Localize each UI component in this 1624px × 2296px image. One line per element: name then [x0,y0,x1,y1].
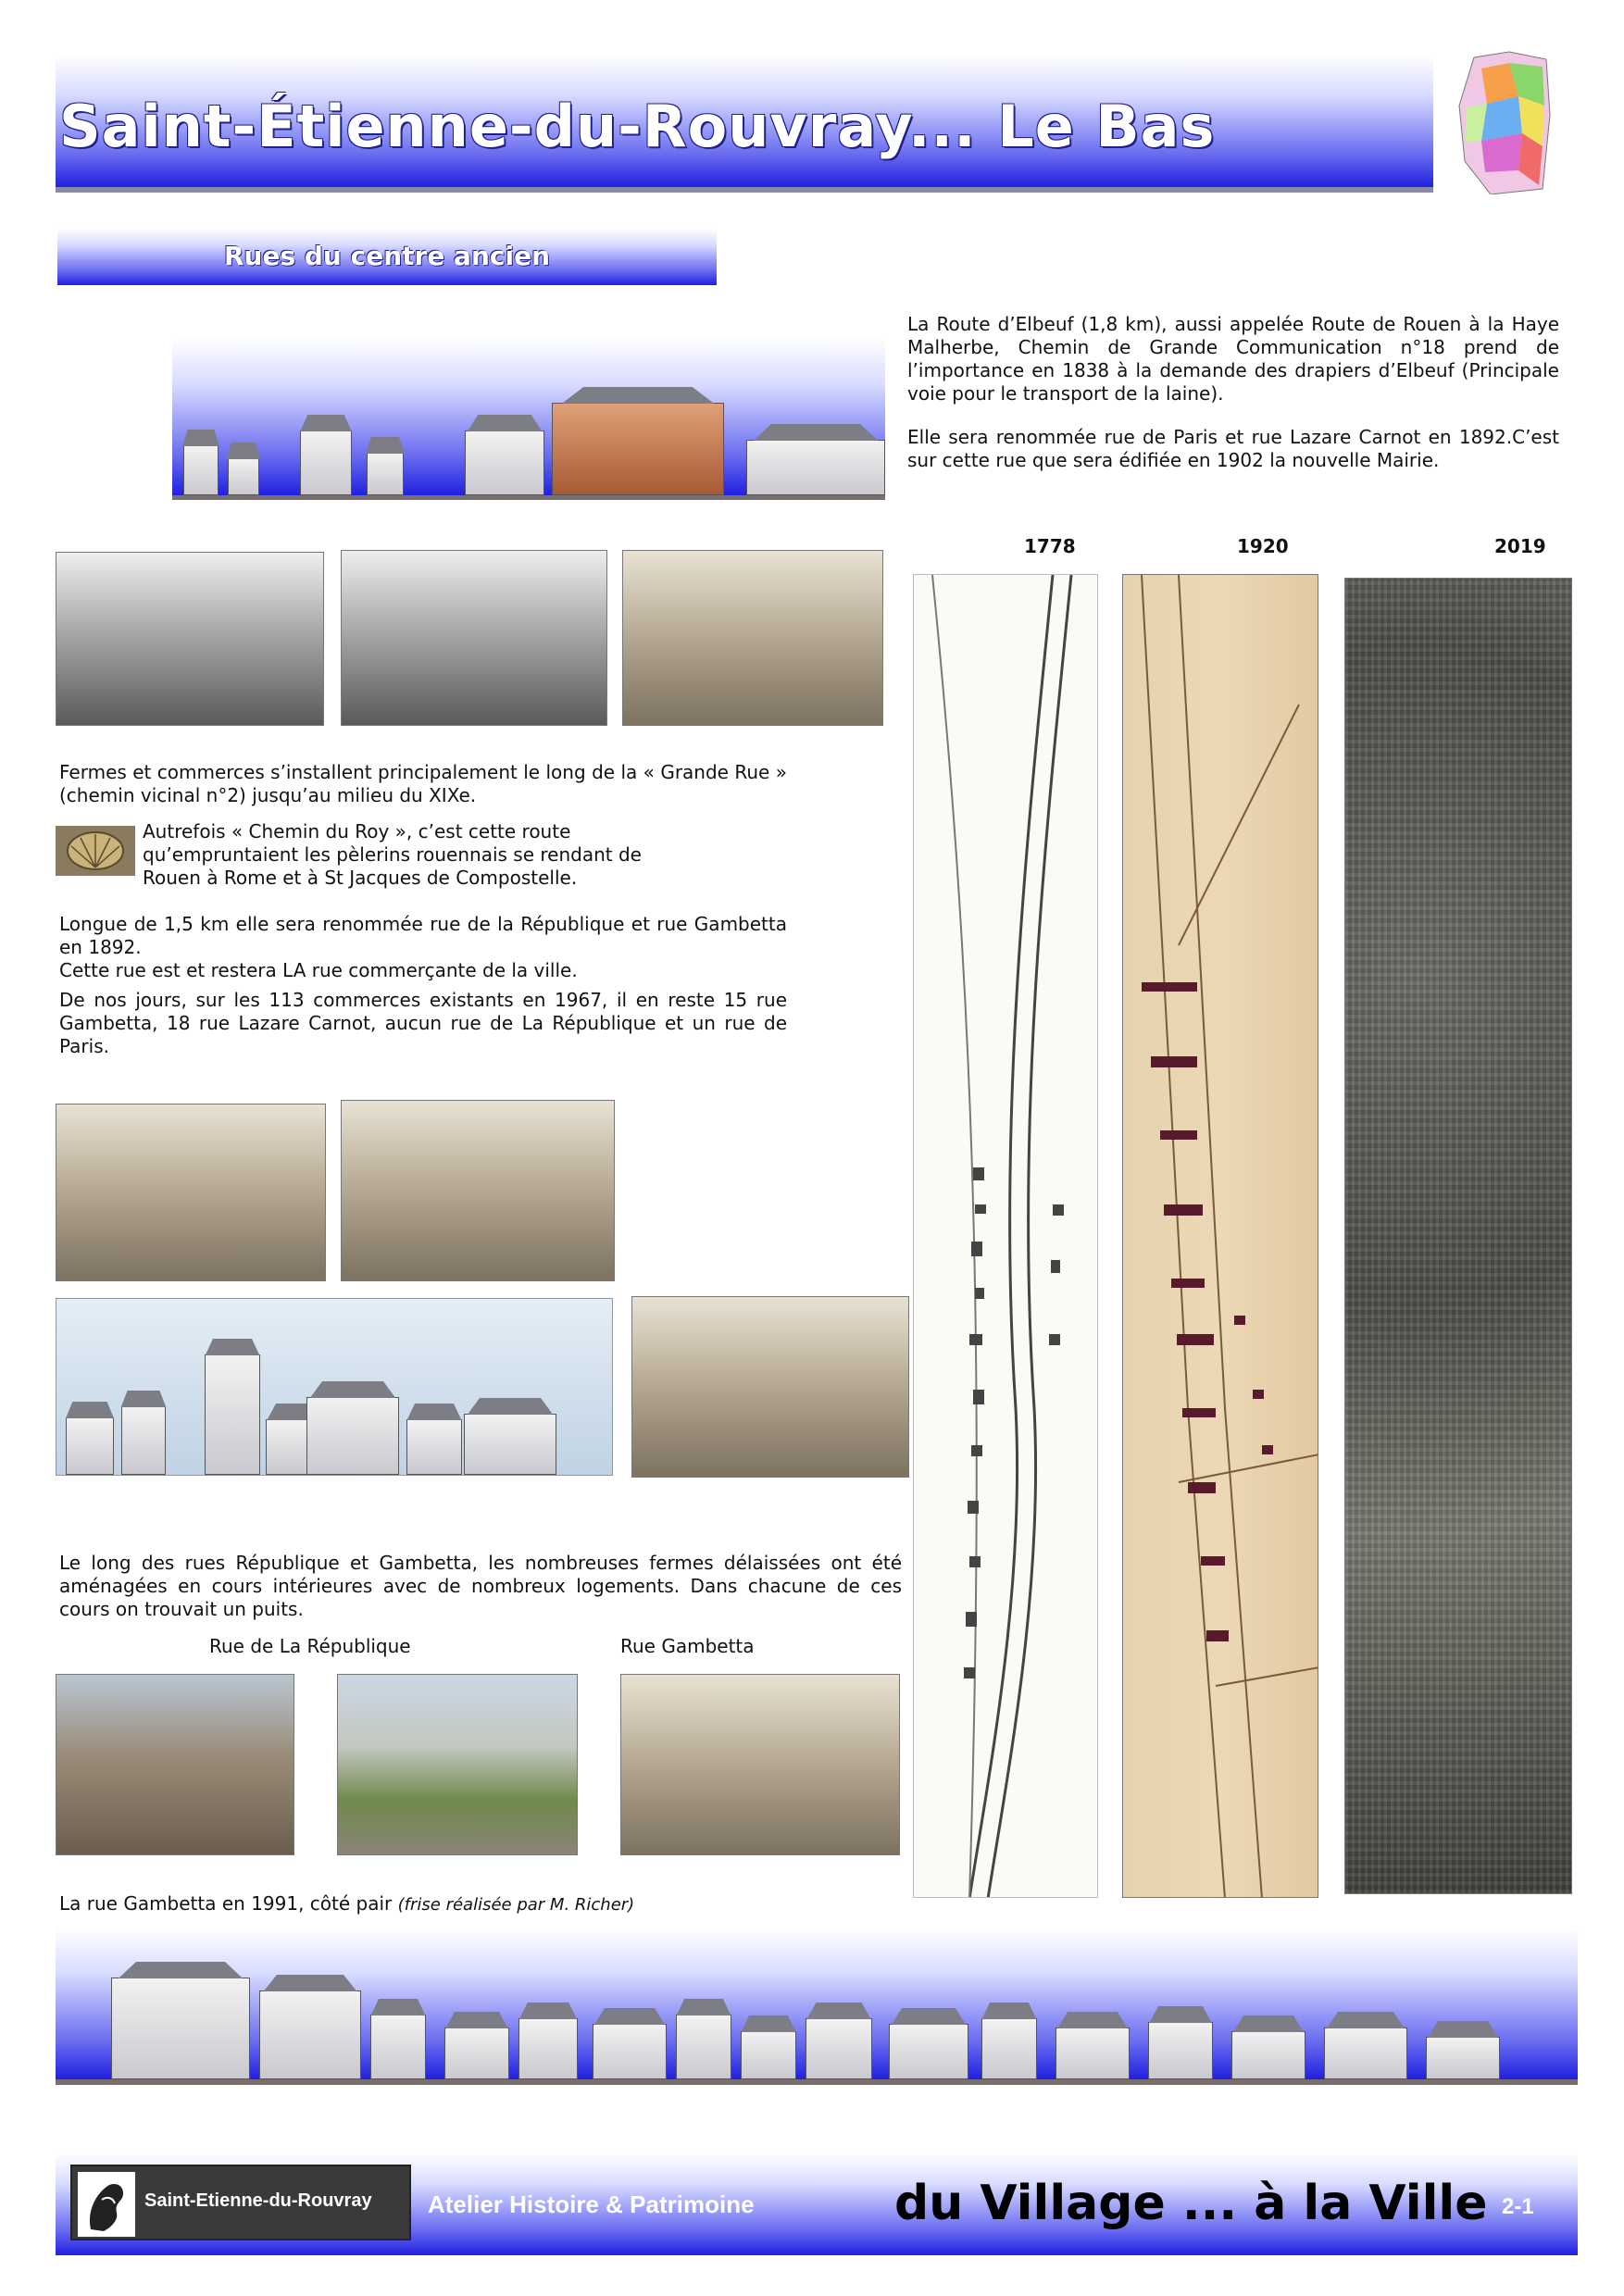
courtyard-photo-republique-1 [56,1674,294,1855]
postcard-rue-de-la-republique [56,1104,326,1281]
frieze-building [121,1406,166,1475]
frieze-building [111,1978,250,2079]
intro-paragraph-2: Elle sera renommée rue de Paris et rue Lazare Carnot en 1892.C’est sur cette rue que sera édifiée en 1902 la nouvelle Mairie. [907,426,1559,471]
cours-paragraph: Le long des rues République et Gambetta, les nombreuses fermes délaissées ont été aménagées en cours intérieures avec de nombreux logements. Dans chacune de ces cours on trouvait un puits. [59,1552,902,1620]
atelier-label: Atelier Histoire & Patrimoine [428,2190,755,2218]
frieze-building [518,2018,578,2079]
frieze-building [259,1990,361,2079]
frieze-building [183,445,219,495]
aerial-photo-2019 [1344,578,1572,1894]
map-year-1920: 1920 [1237,535,1289,557]
grande-rue-paragraph-5: De nos jours, sur les 113 commerces existants en 1967, il en reste 15 rue Gambetta, 18 rue Lazare Carnot, aucun rue de La République et un rue de Paris. [59,989,787,1057]
grande-rue-paragraph-3: Longue de 1,5 km elle sera renommée rue de la République et rue Gambetta en 1892. [59,913,787,958]
frieze-caption-text: La rue Gambetta en 1991, côté pair [59,1892,393,1915]
frieze-building [1148,2022,1213,2079]
city-logo [70,2165,411,2240]
page-title: Saint-Étienne-du-Rouvray... Le Bas [59,93,1216,160]
section-title: Rues du centre ancien [223,241,551,271]
frieze-building [981,2018,1037,2079]
caption-rue-gambetta: Rue Gambetta [620,1635,755,1657]
frieze-building [1231,2031,1305,2079]
map-1920 [1122,574,1318,1898]
footer-slogan: du Village ... à la Ville [894,2176,1488,2231]
frieze-building [676,2015,731,2079]
postcard-le-bas-gambetta [341,1100,615,1281]
frieze-building [300,430,352,495]
page-number: 2-1 [1502,2194,1534,2219]
mairie-frieze [172,337,885,500]
grande-rue-paragraph-4: Cette rue est et restera LA rue commerçante de la ville. [59,959,578,981]
pilgrim-shell-icon [56,826,135,876]
frieze-building [1324,2028,1407,2079]
frieze-building [444,2028,509,2079]
map-1778 [913,574,1098,1898]
postcard-gambetta-courtyard [620,1674,900,1855]
frieze-building [66,1417,114,1475]
gambetta-1991-frieze [56,1928,1578,2085]
courtyard-photo-republique-2 [337,1674,578,1855]
marianne-logo-icon [78,2172,135,2237]
frieze-church [205,1354,260,1475]
caption-rue-de-la-republique: Rue de La République [209,1635,411,1657]
frieze-building [464,1414,556,1475]
city-map-thumbnail [1454,50,1555,194]
frieze-building [1426,2037,1500,2079]
frieze-building [370,2015,426,2079]
frieze-building [806,2018,872,2079]
intro-paragraph-1: La Route d’Elbeuf (1,8 km), aussi appelée Route de Rouen à la Haye Malherbe, Chemin de Grande Communication n°18 prend de l’importance en 1838 à la demande des drapiers d’Elbeuf (Principale voie pour le transport de la laine). [907,313,1559,405]
frieze-building [465,430,544,495]
frieze-building [889,2024,968,2079]
grande-rue-paragraph-1: Fermes et commerces s’installent principalement le long de la « Grande Rue » (chemin vicinal n°2) jusqu’au milieu du XIXe. [59,761,787,806]
frieze-building [746,440,885,495]
frieze-building [228,458,259,495]
frieze-credit: (frise réalisée par M. Richer) [397,1895,635,1915]
frieze-caption [59,1892,634,1915]
frieze-building [406,1419,462,1475]
frieze-building [1056,2028,1130,2079]
frieze-building [306,1397,399,1475]
city-logo-text: Saint-Etienne-du-Rouvray [144,2190,372,2211]
monument-photo [56,552,324,726]
map-year-1778: 1778 [1024,535,1076,557]
map-1778-drawing [914,575,1098,1898]
postcard-rue-gambetta [631,1296,909,1478]
grande-rue-paragraph-2: Autrefois « Chemin du Roy », c’est cette route qu’empruntaient les pèlerins rouennais se rendant de Rouen à Rome et à St Jacques de Compostelle. [143,820,642,889]
map-1920-drawing [1123,575,1318,1898]
frieze-building [593,2024,667,2079]
mairie-photo [341,550,607,726]
frieze-building [367,453,404,495]
map-year-2019: 2019 [1494,535,1546,557]
frieze-mairie [552,403,724,495]
postcard-rue-lazare-carnot [622,550,883,726]
church-frieze [56,1298,613,1476]
frieze-building [741,2031,796,2079]
